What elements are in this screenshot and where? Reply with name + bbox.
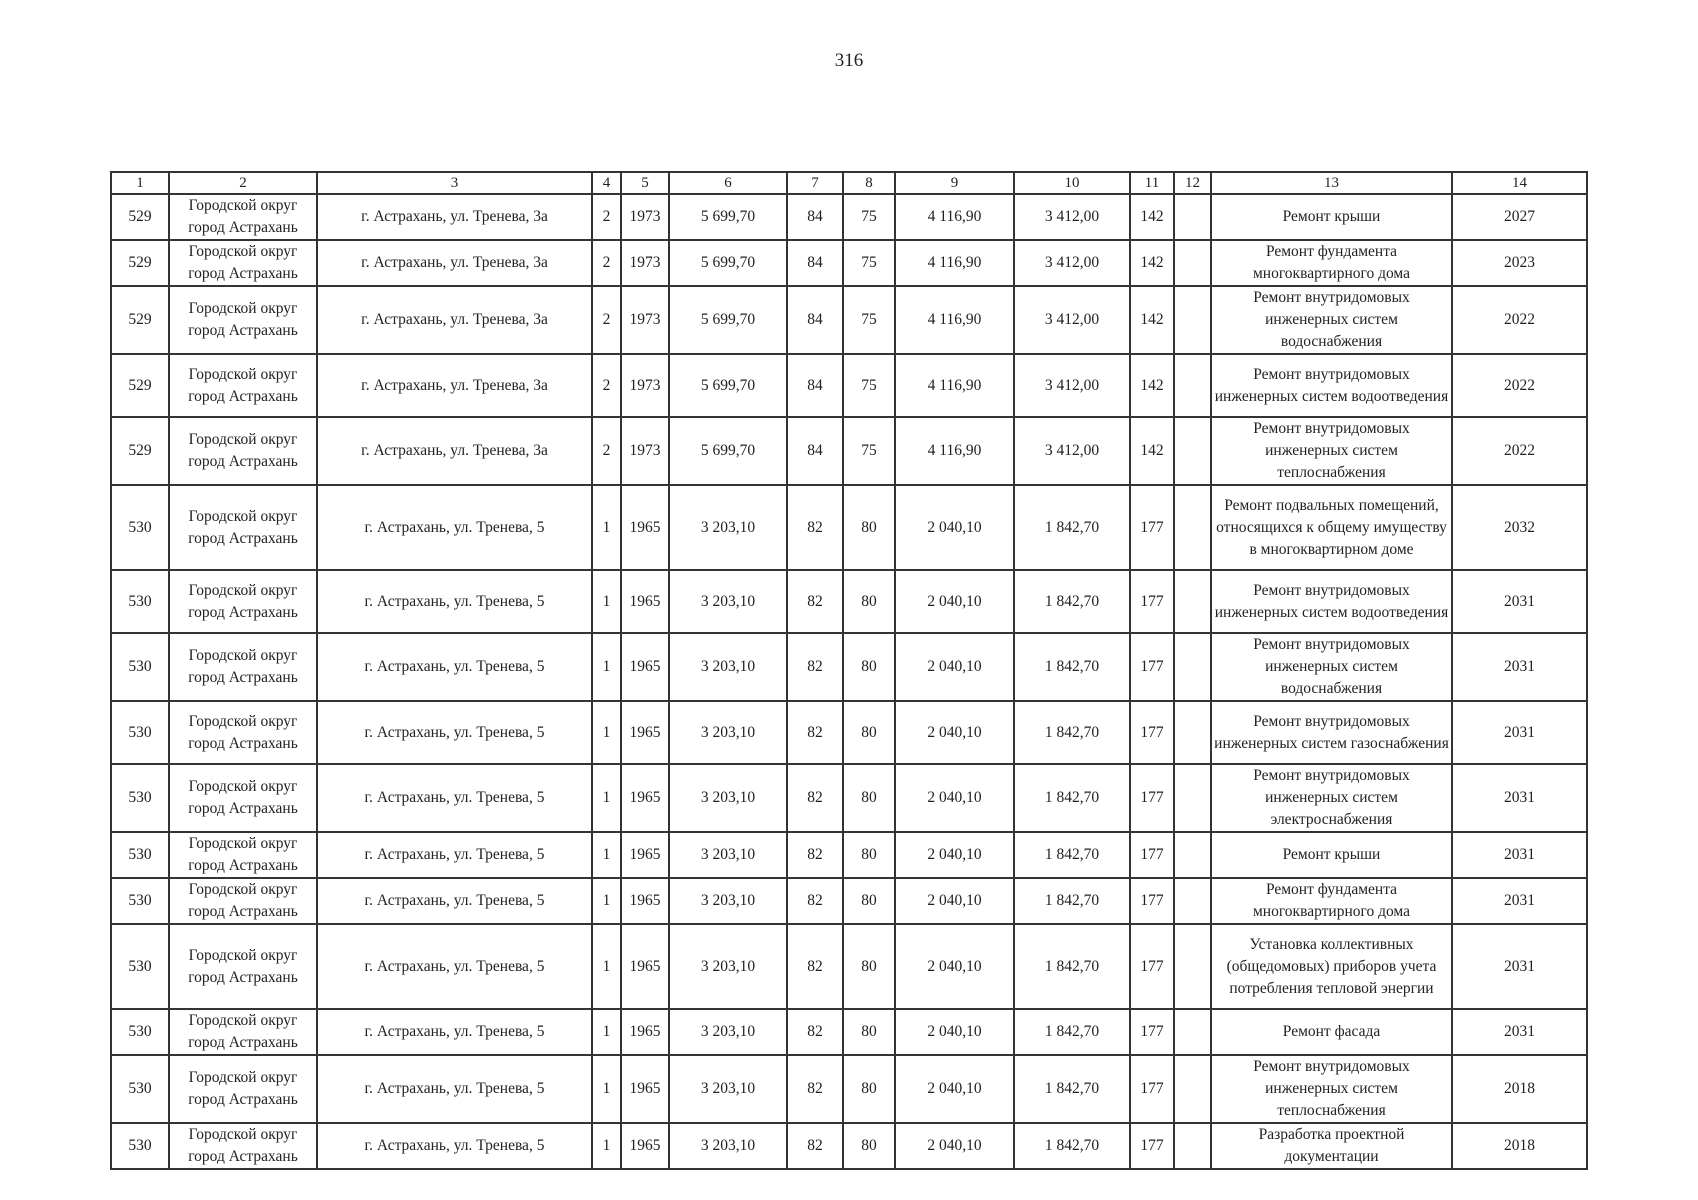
cell-col-7: 84 — [787, 286, 843, 354]
cell-col-7: 84 — [787, 194, 843, 240]
cell-municipality: Городской округ город Астрахань — [169, 924, 317, 1009]
cell-col-7: 82 — [787, 570, 843, 633]
cell-municipality: Городской округ город Астрахань — [169, 485, 317, 570]
column-number-1: 1 — [111, 172, 169, 194]
column-number-2: 2 — [169, 172, 317, 194]
cell-year-built: 1965 — [621, 633, 669, 701]
table-row — [111, 701, 1587, 764]
cell-total-area: 3 203,10 — [669, 570, 787, 633]
cell-municipality: Городской округ город Астрахань — [169, 1123, 317, 1169]
cell-residents: 177 — [1130, 832, 1174, 878]
cell-address: г. Астрахань, ул. Тренева, 5 — [317, 485, 592, 570]
table-row — [111, 878, 1587, 924]
cell-work-type: Ремонт внутридомовых инженерных систем теплоснабжения — [1211, 1055, 1452, 1123]
cell-municipality: Городской округ город Астрахань — [169, 633, 317, 701]
cell-planned-year: 2031 — [1452, 1009, 1587, 1055]
column-number-14: 14 — [1452, 172, 1587, 194]
cell-living-area: 4 116,90 — [895, 240, 1014, 286]
cell-total-area: 3 203,10 — [669, 1009, 787, 1055]
cell-col-8: 75 — [843, 354, 895, 417]
table-row — [111, 240, 1587, 286]
cell-col-12 — [1174, 832, 1211, 878]
cell-total-area: 3 203,10 — [669, 924, 787, 1009]
cell-planned-year: 2023 — [1452, 240, 1587, 286]
table-row — [111, 485, 1587, 570]
table-row — [111, 354, 1587, 417]
cell-residents: 177 — [1130, 633, 1174, 701]
cell-work-type: Установка коллективных (общедомовых) приборов учета потребления тепловой энергии — [1211, 924, 1452, 1009]
cell-residents: 177 — [1130, 485, 1174, 570]
cell-total-area: 3 203,10 — [669, 701, 787, 764]
cell-residents: 177 — [1130, 1055, 1174, 1123]
cell-col-12 — [1174, 701, 1211, 764]
cell-col-8: 80 — [843, 1123, 895, 1169]
column-number-12: 12 — [1174, 172, 1211, 194]
cell-municipality: Городской округ город Астрахань — [169, 1009, 317, 1055]
cell-living-area: 2 040,10 — [895, 832, 1014, 878]
cell-address: г. Астрахань, ул. Тренева, 3а — [317, 240, 592, 286]
cell-row-id: 529 — [111, 417, 169, 485]
cell-row-id: 530 — [111, 570, 169, 633]
cell-address: г. Астрахань, ул. Тренева, 5 — [317, 764, 592, 832]
cell-floors: 1 — [592, 485, 621, 570]
cell-col-8: 80 — [843, 832, 895, 878]
cell-residents: 177 — [1130, 1009, 1174, 1055]
cell-floors: 1 — [592, 633, 621, 701]
cell-work-type: Ремонт внутридомовых инженерных систем газоснабжения — [1211, 701, 1452, 764]
cell-planned-year: 2027 — [1452, 194, 1587, 240]
cell-work-type: Ремонт фундамента многоквартирного дома — [1211, 878, 1452, 924]
cell-col-12 — [1174, 1009, 1211, 1055]
cell-col-8: 80 — [843, 1055, 895, 1123]
cell-floors: 2 — [592, 194, 621, 240]
cell-col-8: 80 — [843, 764, 895, 832]
cell-total-area: 3 203,10 — [669, 1055, 787, 1123]
cell-col-10: 1 842,70 — [1014, 485, 1130, 570]
cell-year-built: 1965 — [621, 701, 669, 764]
cell-col-12 — [1174, 240, 1211, 286]
cell-total-area: 5 699,70 — [669, 354, 787, 417]
cell-col-7: 82 — [787, 1009, 843, 1055]
cell-row-id: 530 — [111, 1123, 169, 1169]
column-number-row — [111, 172, 1587, 194]
cell-col-7: 84 — [787, 417, 843, 485]
cell-year-built: 1965 — [621, 832, 669, 878]
cell-living-area: 4 116,90 — [895, 354, 1014, 417]
column-number-5: 5 — [621, 172, 669, 194]
cell-living-area: 2 040,10 — [895, 570, 1014, 633]
cell-year-built: 1965 — [621, 924, 669, 1009]
cell-address: г. Астрахань, ул. Тренева, 5 — [317, 924, 592, 1009]
cell-col-8: 80 — [843, 633, 895, 701]
cell-col-8: 80 — [843, 485, 895, 570]
cell-row-id: 530 — [111, 485, 169, 570]
cell-address: г. Астрахань, ул. Тренева, 5 — [317, 878, 592, 924]
column-number-7: 7 — [787, 172, 843, 194]
cell-work-type: Ремонт подвальных помещений, относящихся к общему имуществу в многоквартирном доме — [1211, 485, 1452, 570]
cell-address: г. Астрахань, ул. Тренева, 3а — [317, 286, 592, 354]
cell-col-12 — [1174, 354, 1211, 417]
cell-col-10: 3 412,00 — [1014, 240, 1130, 286]
table-row — [111, 633, 1587, 701]
capital-repair-table — [110, 171, 1588, 1170]
cell-year-built: 1973 — [621, 240, 669, 286]
cell-col-12 — [1174, 878, 1211, 924]
cell-col-12 — [1174, 633, 1211, 701]
cell-work-type: Разработка проектной документации — [1211, 1123, 1452, 1169]
cell-col-8: 75 — [843, 286, 895, 354]
table-row — [111, 1055, 1587, 1123]
table-body — [111, 194, 1587, 1169]
cell-row-id: 530 — [111, 633, 169, 701]
cell-living-area: 4 116,90 — [895, 417, 1014, 485]
cell-living-area: 2 040,10 — [895, 924, 1014, 1009]
cell-row-id: 530 — [111, 924, 169, 1009]
cell-col-10: 1 842,70 — [1014, 1055, 1130, 1123]
cell-col-7: 82 — [787, 878, 843, 924]
column-number-4: 4 — [592, 172, 621, 194]
column-number-6: 6 — [669, 172, 787, 194]
cell-municipality: Городской округ город Астрахань — [169, 1055, 317, 1123]
cell-planned-year: 2031 — [1452, 832, 1587, 878]
cell-floors: 1 — [592, 764, 621, 832]
column-number-8: 8 — [843, 172, 895, 194]
cell-work-type: Ремонт внутридомовых инженерных систем теплоснабжения — [1211, 417, 1452, 485]
cell-planned-year: 2032 — [1452, 485, 1587, 570]
cell-work-type: Ремонт внутридомовых инженерных систем водоснабжения — [1211, 286, 1452, 354]
cell-living-area: 2 040,10 — [895, 1009, 1014, 1055]
cell-total-area: 3 203,10 — [669, 485, 787, 570]
cell-col-12 — [1174, 417, 1211, 485]
cell-col-12 — [1174, 570, 1211, 633]
table-row — [111, 924, 1587, 1009]
cell-col-8: 80 — [843, 570, 895, 633]
cell-row-id: 529 — [111, 286, 169, 354]
cell-planned-year: 2031 — [1452, 764, 1587, 832]
cell-planned-year: 2022 — [1452, 417, 1587, 485]
cell-total-area: 5 699,70 — [669, 286, 787, 354]
cell-municipality: Городской округ город Астрахань — [169, 194, 317, 240]
cell-col-7: 84 — [787, 354, 843, 417]
cell-planned-year: 2022 — [1452, 286, 1587, 354]
cell-work-type: Ремонт фасада — [1211, 1009, 1452, 1055]
cell-col-10: 3 412,00 — [1014, 194, 1130, 240]
cell-col-8: 75 — [843, 240, 895, 286]
cell-work-type: Ремонт внутридомовых инженерных систем водоснабжения — [1211, 633, 1452, 701]
cell-living-area: 2 040,10 — [895, 485, 1014, 570]
cell-year-built: 1965 — [621, 764, 669, 832]
cell-municipality: Городской округ город Астрахань — [169, 764, 317, 832]
cell-year-built: 1965 — [621, 1009, 669, 1055]
cell-col-7: 82 — [787, 764, 843, 832]
cell-living-area: 2 040,10 — [895, 878, 1014, 924]
cell-address: г. Астрахань, ул. Тренева, 5 — [317, 832, 592, 878]
table-row — [111, 417, 1587, 485]
cell-total-area: 5 699,70 — [669, 240, 787, 286]
cell-planned-year: 2031 — [1452, 701, 1587, 764]
cell-col-10: 3 412,00 — [1014, 354, 1130, 417]
cell-living-area: 2 040,10 — [895, 701, 1014, 764]
cell-col-12 — [1174, 1123, 1211, 1169]
cell-living-area: 2 040,10 — [895, 1123, 1014, 1169]
cell-address: г. Астрахань, ул. Тренева, 5 — [317, 1055, 592, 1123]
cell-col-10: 1 842,70 — [1014, 832, 1130, 878]
cell-floors: 1 — [592, 1009, 621, 1055]
cell-col-12 — [1174, 1055, 1211, 1123]
cell-floors: 2 — [592, 240, 621, 286]
cell-year-built: 1973 — [621, 417, 669, 485]
cell-address: г. Астрахань, ул. Тренева, 5 — [317, 701, 592, 764]
cell-col-10: 1 842,70 — [1014, 1123, 1130, 1169]
cell-municipality: Городской округ город Астрахань — [169, 354, 317, 417]
cell-total-area: 3 203,10 — [669, 832, 787, 878]
table-row — [111, 194, 1587, 240]
cell-row-id: 530 — [111, 1009, 169, 1055]
cell-col-10: 1 842,70 — [1014, 633, 1130, 701]
cell-col-10: 1 842,70 — [1014, 924, 1130, 1009]
cell-floors: 1 — [592, 570, 621, 633]
column-number-13: 13 — [1211, 172, 1452, 194]
cell-col-10: 1 842,70 — [1014, 570, 1130, 633]
cell-residents: 142 — [1130, 417, 1174, 485]
cell-total-area: 5 699,70 — [669, 417, 787, 485]
cell-address: г. Астрахань, ул. Тренева, 5 — [317, 633, 592, 701]
cell-living-area: 4 116,90 — [895, 194, 1014, 240]
cell-total-area: 3 203,10 — [669, 878, 787, 924]
cell-planned-year: 2031 — [1452, 878, 1587, 924]
column-number-10: 10 — [1014, 172, 1130, 194]
cell-municipality: Городской округ город Астрахань — [169, 832, 317, 878]
cell-address: г. Астрахань, ул. Тренева, 3а — [317, 354, 592, 417]
cell-work-type: Ремонт крыши — [1211, 194, 1452, 240]
cell-row-id: 529 — [111, 240, 169, 286]
cell-year-built: 1965 — [621, 1055, 669, 1123]
cell-col-8: 80 — [843, 701, 895, 764]
cell-year-built: 1965 — [621, 485, 669, 570]
column-number-9: 9 — [895, 172, 1014, 194]
cell-total-area: 3 203,10 — [669, 633, 787, 701]
cell-total-area: 5 699,70 — [669, 194, 787, 240]
cell-col-7: 82 — [787, 924, 843, 1009]
cell-col-12 — [1174, 485, 1211, 570]
cell-col-10: 1 842,70 — [1014, 1009, 1130, 1055]
cell-work-type: Ремонт крыши — [1211, 832, 1452, 878]
cell-col-12 — [1174, 924, 1211, 1009]
cell-col-12 — [1174, 286, 1211, 354]
cell-col-10: 1 842,70 — [1014, 764, 1130, 832]
cell-col-7: 82 — [787, 1055, 843, 1123]
cell-planned-year: 2022 — [1452, 354, 1587, 417]
cell-col-8: 75 — [843, 194, 895, 240]
cell-year-built: 1965 — [621, 1123, 669, 1169]
cell-year-built: 1965 — [621, 570, 669, 633]
cell-address: г. Астрахань, ул. Тренева, 3а — [317, 194, 592, 240]
cell-year-built: 1973 — [621, 354, 669, 417]
cell-col-7: 82 — [787, 701, 843, 764]
cell-col-10: 1 842,70 — [1014, 701, 1130, 764]
cell-row-id: 530 — [111, 701, 169, 764]
cell-year-built: 1973 — [621, 286, 669, 354]
cell-year-built: 1965 — [621, 878, 669, 924]
cell-address: г. Астрахань, ул. Тренева, 5 — [317, 1123, 592, 1169]
cell-residents: 177 — [1130, 878, 1174, 924]
cell-municipality: Городской округ город Астрахань — [169, 878, 317, 924]
cell-living-area: 2 040,10 — [895, 633, 1014, 701]
cell-municipality: Городской округ город Астрахань — [169, 240, 317, 286]
table-row — [111, 286, 1587, 354]
cell-municipality: Городской округ город Астрахань — [169, 286, 317, 354]
cell-col-7: 82 — [787, 1123, 843, 1169]
cell-residents: 142 — [1130, 354, 1174, 417]
cell-planned-year: 2031 — [1452, 633, 1587, 701]
table-row — [111, 570, 1587, 633]
cell-total-area: 3 203,10 — [669, 764, 787, 832]
cell-row-id: 530 — [111, 878, 169, 924]
column-number-3: 3 — [317, 172, 592, 194]
cell-municipality: Городской округ город Астрахань — [169, 701, 317, 764]
cell-col-7: 82 — [787, 485, 843, 570]
cell-residents: 177 — [1130, 924, 1174, 1009]
cell-col-7: 84 — [787, 240, 843, 286]
cell-row-id: 529 — [111, 354, 169, 417]
cell-work-type: Ремонт внутридомовых инженерных систем водоотведения — [1211, 570, 1452, 633]
cell-living-area: 2 040,10 — [895, 764, 1014, 832]
cell-col-7: 82 — [787, 832, 843, 878]
cell-floors: 1 — [592, 924, 621, 1009]
cell-planned-year: 2018 — [1452, 1055, 1587, 1123]
cell-row-id: 530 — [111, 832, 169, 878]
cell-col-12 — [1174, 194, 1211, 240]
cell-floors: 1 — [592, 701, 621, 764]
cell-col-8: 80 — [843, 924, 895, 1009]
cell-col-12 — [1174, 764, 1211, 832]
cell-col-7: 82 — [787, 633, 843, 701]
cell-floors: 2 — [592, 286, 621, 354]
cell-address: г. Астрахань, ул. Тренева, 3а — [317, 417, 592, 485]
table-row — [111, 1123, 1587, 1169]
cell-work-type: Ремонт внутридомовых инженерных систем водоотведения — [1211, 354, 1452, 417]
cell-work-type: Ремонт внутридомовых инженерных систем электроснабжения — [1211, 764, 1452, 832]
cell-residents: 177 — [1130, 1123, 1174, 1169]
cell-residents: 142 — [1130, 194, 1174, 240]
table-row — [111, 832, 1587, 878]
cell-floors: 1 — [592, 832, 621, 878]
cell-row-id: 529 — [111, 194, 169, 240]
cell-residents: 177 — [1130, 701, 1174, 764]
cell-address: г. Астрахань, ул. Тренева, 5 — [317, 1009, 592, 1055]
cell-work-type: Ремонт фундамента многоквартирного дома — [1211, 240, 1452, 286]
table-row — [111, 1009, 1587, 1055]
cell-living-area: 2 040,10 — [895, 1055, 1014, 1123]
cell-floors: 1 — [592, 1123, 621, 1169]
cell-year-built: 1973 — [621, 194, 669, 240]
column-number-11: 11 — [1130, 172, 1174, 194]
cell-total-area: 3 203,10 — [669, 1123, 787, 1169]
cell-residents: 142 — [1130, 240, 1174, 286]
cell-col-10: 1 842,70 — [1014, 878, 1130, 924]
cell-floors: 2 — [592, 354, 621, 417]
cell-row-id: 530 — [111, 1055, 169, 1123]
cell-floors: 2 — [592, 417, 621, 485]
cell-planned-year: 2031 — [1452, 924, 1587, 1009]
cell-living-area: 4 116,90 — [895, 286, 1014, 354]
table-row — [111, 764, 1587, 832]
cell-col-8: 80 — [843, 1009, 895, 1055]
cell-floors: 1 — [592, 878, 621, 924]
cell-floors: 1 — [592, 1055, 621, 1123]
cell-residents: 142 — [1130, 286, 1174, 354]
cell-col-10: 3 412,00 — [1014, 417, 1130, 485]
cell-col-8: 80 — [843, 878, 895, 924]
cell-municipality: Городской округ город Астрахань — [169, 417, 317, 485]
cell-planned-year: 2018 — [1452, 1123, 1587, 1169]
cell-planned-year: 2031 — [1452, 570, 1587, 633]
cell-residents: 177 — [1130, 570, 1174, 633]
cell-municipality: Городской округ город Астрахань — [169, 570, 317, 633]
cell-address: г. Астрахань, ул. Тренева, 5 — [317, 570, 592, 633]
cell-col-10: 3 412,00 — [1014, 286, 1130, 354]
cell-row-id: 530 — [111, 764, 169, 832]
page-number: 316 — [834, 50, 864, 71]
cell-residents: 177 — [1130, 764, 1174, 832]
cell-col-8: 75 — [843, 417, 895, 485]
